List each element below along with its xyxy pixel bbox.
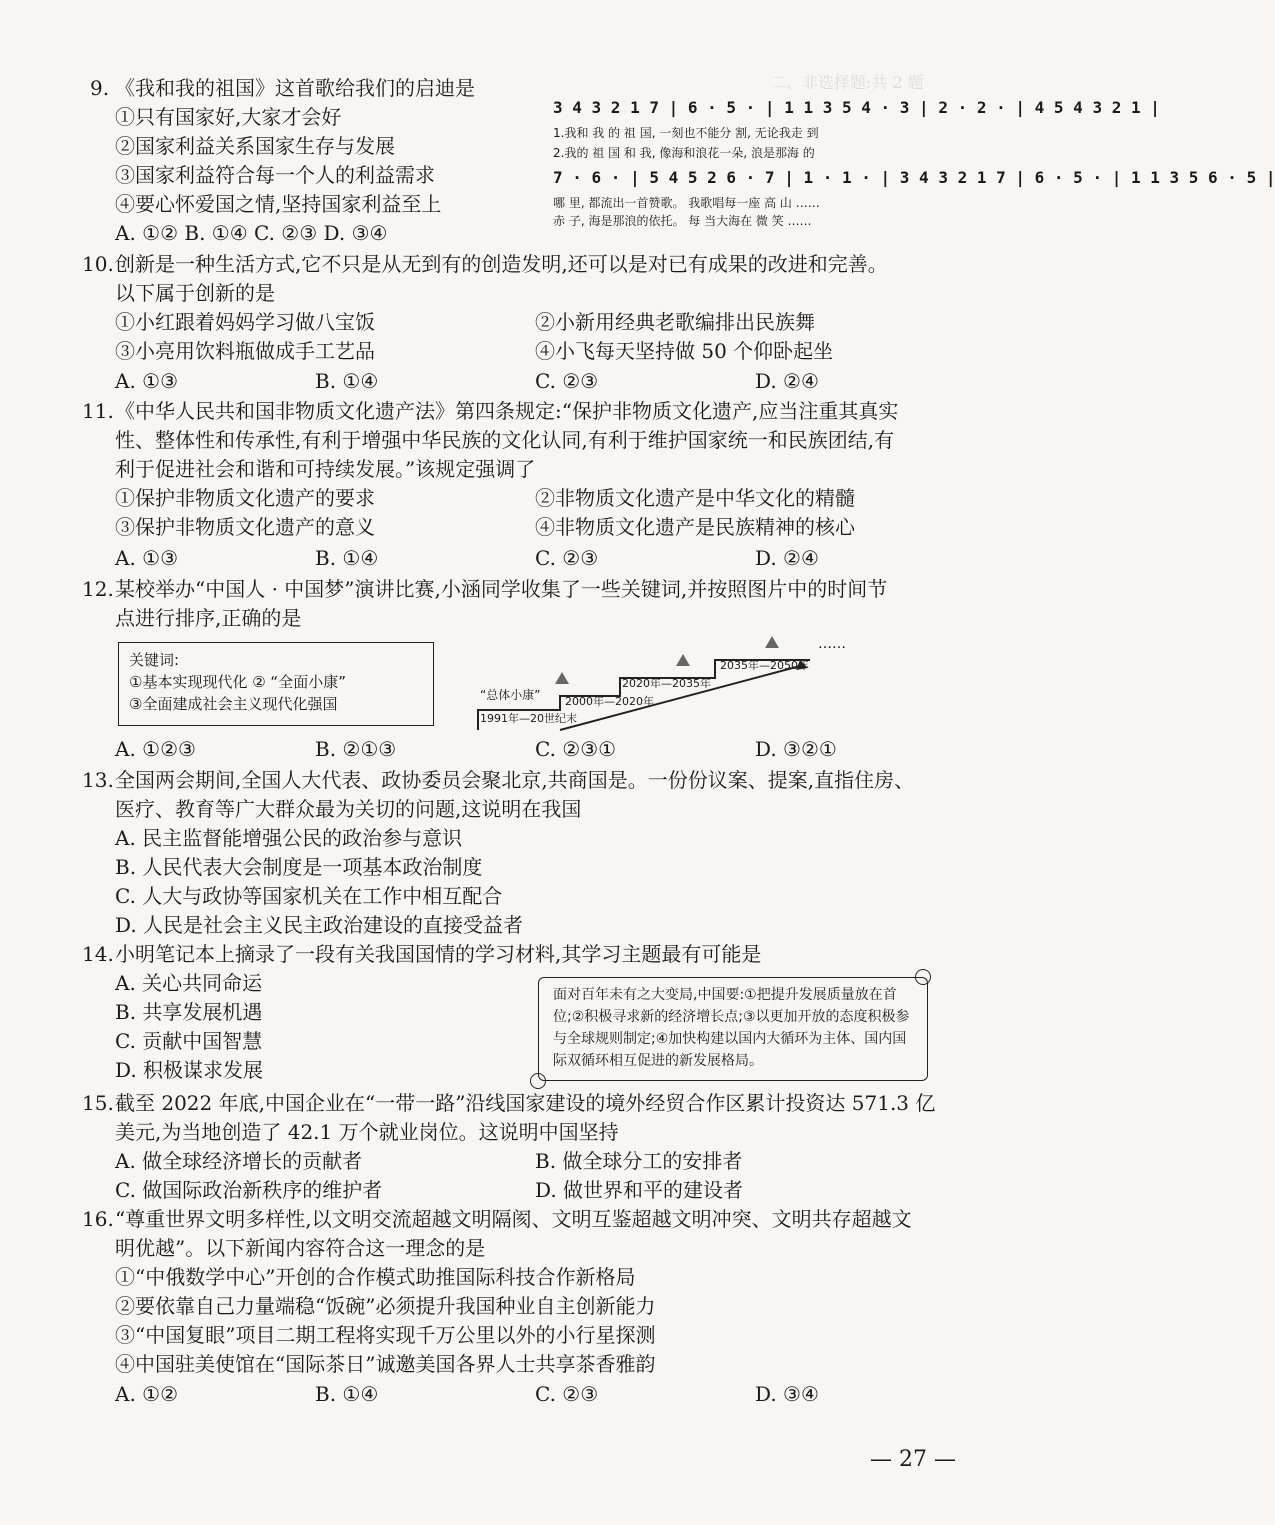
q11-option-d: D. ②④ — [755, 546, 819, 570]
q12-number: 12. — [82, 577, 114, 601]
q10-item-1: ①小红跟着妈妈学习做八宝饭 — [115, 310, 375, 334]
q16-item-1: ①“中俄数学中心”开创的合作模式助推国际科技合作新格局 — [115, 1265, 636, 1289]
score-row2-lyric2: 赤 子, 海是那浪的依托。 每 当大海在 微 笑 …… — [553, 214, 812, 228]
keyword-line-1: ①基本实现现代化 ② “全面小康” — [129, 673, 346, 691]
q13-option-c: C. 人大与政协等国家机关在工作中相互配合 — [115, 884, 503, 908]
q10-option-c: C. ②③ — [535, 369, 599, 393]
step-label-2: 2000年—2020年 — [565, 695, 654, 708]
q10-item-2: ②小新用经典老歌编排出民族舞 — [535, 310, 815, 334]
triangle-marker-1 — [555, 672, 569, 684]
q13-option-b: B. 人民代表大会制度是一项基本政治制度 — [115, 855, 483, 879]
q9-item-4: ④要心怀爱国之情,坚持国家利益至上 — [115, 192, 442, 216]
q11-stem-1: 《中华人民共和国非物质文化遗产法》第四条规定:“保护非物质文化遗产,应当注重其真实 — [115, 399, 899, 423]
score-row2-notes: 7 · 6 · | 5 4 5 2 6 · 7 | 1 · 1 · | 3 4 3 2 1 7 | 6 · 5 · | 1 1 3 5 6 · 5 | — [553, 168, 1275, 187]
q11-item-2: ②非物质文化遗产是中华文化的精髓 — [535, 486, 855, 510]
q16-option-a: A. ①② — [115, 1382, 179, 1406]
q11-option-b: B. ①④ — [315, 546, 379, 570]
q10-option-b: B. ①④ — [315, 369, 379, 393]
q15-option-a: A. 做全球经济增长的贡献者 — [115, 1149, 363, 1173]
q13-stem-1: 全国两会期间,全国人大代表、政协委员会聚北京,共商国是。一份份议案、提案,直指住房、 — [115, 768, 915, 792]
q14-option-d: D. 积极谋求发展 — [115, 1058, 264, 1082]
q12-stem-1: 某校举办“中国人 · 中国梦”演讲比赛,小涵同学收集了一些关键词,并按照图片中的时间节 — [115, 577, 888, 601]
q12-option-d: D. ③②① — [755, 737, 837, 761]
q15-stem-2: 美元,为当地创造了 42.1 万个就业岗位。这说明中国坚持 — [115, 1120, 619, 1144]
page-number: — 27 — — [870, 1447, 956, 1472]
q16-item-3: ③“中国复眼”项目二期工程将实现千万公里以外的小行星探测 — [115, 1323, 656, 1347]
q15-option-b: B. 做全球分工的安排者 — [535, 1149, 743, 1173]
q11-stem-2: 性、整体性和传承性,有利于增强中华民族的文化认同,有利于维护国家统一和民族团结,有 — [115, 428, 895, 452]
q11-option-a: A. ①③ — [115, 546, 179, 570]
music-score — [553, 98, 1275, 228]
step-label-1: 1991年—20世纪末 — [480, 712, 577, 725]
q11-option-c: C. ②③ — [535, 546, 599, 570]
q11-item-1: ①保护非物质文化遗产的要求 — [115, 486, 375, 510]
q16-option-c: C. ②③ — [535, 1382, 599, 1406]
q14-option-a: A. 关心共同命运 — [115, 971, 263, 995]
q14-option-c: C. 贡献中国智慧 — [115, 1029, 263, 1053]
q16-number: 16. — [82, 1207, 114, 1231]
q9-options: A. ①② B. ①④ C. ②③ D. ③④ — [115, 221, 388, 245]
triangle-marker-2 — [676, 654, 690, 666]
q9-item-2: ②国家利益关系国家生存与发展 — [115, 134, 395, 158]
q16-stem-2: 明优越”。以下新闻内容符合这一理念的是 — [115, 1236, 486, 1260]
q16-option-d: D. ③④ — [755, 1382, 819, 1406]
q10-option-d: D. ②④ — [755, 369, 819, 393]
q12-option-a: A. ①②③ — [115, 737, 196, 761]
keyword-title: 关键词: — [129, 651, 180, 669]
keyword-line-2: ③全面建成社会主义现代化强国 — [129, 695, 338, 713]
q14-stem: 小明笔记本上摘录了一段有关我国国情的学习材料,其学习主题最有可能是 — [115, 942, 762, 966]
score-row1-lyric2: 2.我的 祖 国 和 我, 像海和浪花一朵, 浪是那海 的 — [553, 146, 815, 160]
continuation-dots: …… — [818, 636, 846, 652]
q11-stem-3: 利于促进社会和谐和可持续发展。”该规定强调了 — [115, 457, 536, 481]
q13-stem-2: 医疗、教育等广大群众最为关切的问题,这说明在我国 — [115, 797, 582, 821]
q10-number: 10. — [82, 252, 114, 276]
q15-option-c: C. 做国际政治新秩序的维护者 — [115, 1178, 383, 1202]
score-row2-lyric1: 哪 里, 都流出一首赞歌。 我歌唱每一座 高 山 …… — [553, 196, 820, 210]
q10-item-3: ③小亮用饮料瓶做成手工艺品 — [115, 339, 375, 363]
show-through-text: 二、非选择题:共 2 题 — [770, 73, 924, 92]
q15-number: 15. — [82, 1091, 114, 1115]
q11-item-3: ③保护非物质文化遗产的意义 — [115, 515, 375, 539]
q13-option-a: A. 民主监督能增强公民的政治参与意识 — [115, 826, 463, 850]
step-label-3: 2020年—2035年 — [622, 677, 711, 690]
keyword-box — [118, 642, 434, 726]
q10-item-4: ④小飞每天坚持做 50 个仰卧起坐 — [535, 339, 834, 363]
total-xiaokang-label: “总体小康” — [480, 688, 541, 702]
scroll-curl-bottom — [530, 1073, 546, 1089]
q10-option-a: A. ①③ — [115, 369, 179, 393]
q14-option-b: B. 共享发展机遇 — [115, 1000, 263, 1024]
q9-item-1: ①只有国家好,大家才会好 — [115, 105, 342, 129]
q13-number: 13. — [82, 768, 114, 792]
score-row1-lyric1: 1.我和 我 的 祖 国, 一刻也不能分 割, 无论我走 到 — [553, 126, 819, 140]
q9-number: 9. — [90, 76, 110, 100]
q16-option-b: B. ①④ — [315, 1382, 379, 1406]
q12-stem-2: 点进行排序,正确的是 — [115, 606, 302, 630]
q16-item-4: ④中国驻美使馆在“国际茶日”诚邀美国各界人士共享茶香雅韵 — [115, 1352, 656, 1376]
q16-stem-1: “尊重世界文明多样性,以文明交流超越文明隔阂、文明互鉴超越文明冲突、文明共存超越文 — [115, 1207, 912, 1231]
q12-option-c: C. ②③① — [535, 737, 617, 761]
q11-item-4: ④非物质文化遗产是民族精神的核心 — [535, 515, 855, 539]
q12-option-b: B. ②①③ — [315, 737, 397, 761]
score-row1-notes: 3 4 3 2 1 7 | 6 · 5 · | 1 1 3 5 4 · 3 | 2 · 2 · | 4 5 4 3 2 1 | — [553, 98, 1160, 117]
q9-stem: 《我和我的祖国》这首歌给我们的启迪是 — [115, 76, 475, 100]
scroll-curl-top — [915, 969, 931, 985]
q15-stem-1: 截至 2022 年底,中国企业在“一带一路”沿线国家建设的境外经贸合作区累计投资达 571.3 亿 — [115, 1091, 936, 1115]
q10-stem-1: 创新是一种生活方式,它不只是从无到有的创造发明,还可以是对已有成果的改进和完善。 — [115, 252, 888, 276]
q11-number: 11. — [82, 399, 114, 423]
q16-item-2: ②要依靠自己力量端稳“饭碗”必须提升我国种业自主创新能力 — [115, 1294, 656, 1318]
triangle-marker-3 — [765, 636, 779, 648]
q13-option-d: D. 人民是社会主义民主政治建设的直接受益者 — [115, 913, 524, 937]
q9-item-3: ③国家利益符合每一个人的利益需求 — [115, 163, 435, 187]
q14-number: 14. — [82, 942, 114, 966]
q15-option-d: D. 做世界和平的建设者 — [535, 1178, 744, 1202]
q10-stem-2: 以下属于创新的是 — [115, 281, 275, 305]
notebook-scroll: 面对百年未有之大变局,中国要:①把提升发展质量放在首位;②积极寻求新的经济增长点;③以更加开放的态度积极参与全球规则制定;④加快构建以国内大循环为主体、国内国际双循环相互促进的新发展格局。 — [538, 977, 928, 1081]
step-label-4: 2035年—2050年 — [720, 659, 809, 672]
